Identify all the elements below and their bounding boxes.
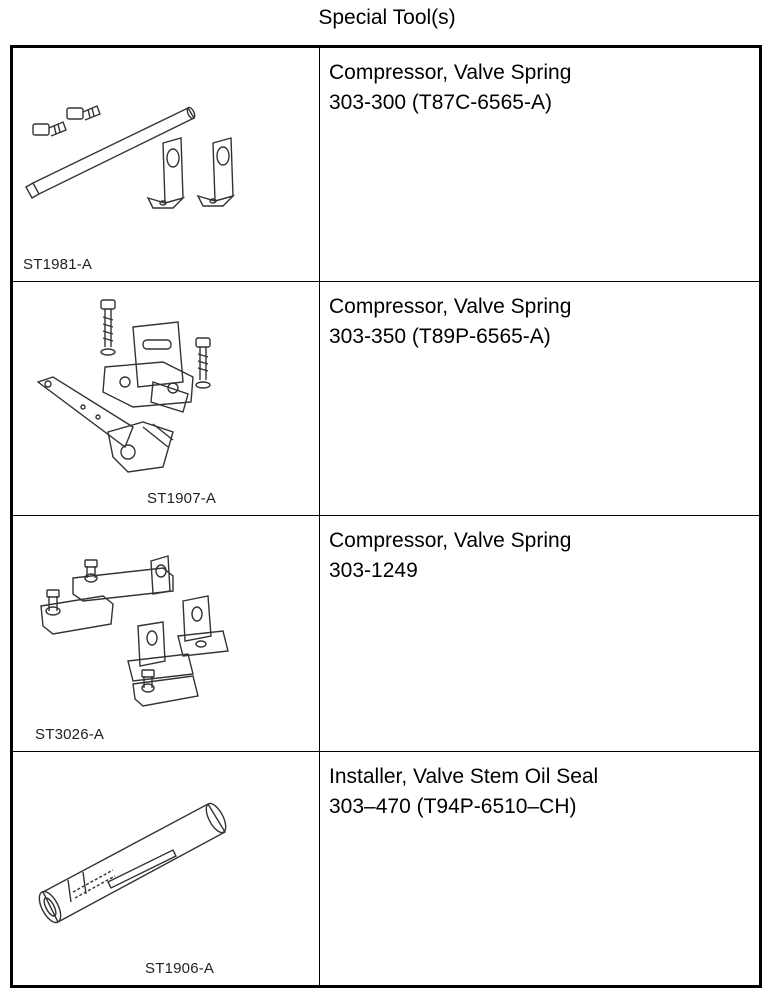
valve-spring-compressor-plate-illustration — [13, 282, 319, 515]
valve-spring-compressor-bracket-set-illustration — [13, 516, 319, 751]
illustration-code: ST1906-A — [145, 960, 215, 977]
tool-name: Installer, Valve Stem Oil Seal — [329, 765, 599, 788]
illustration-code: ST1981-A — [23, 256, 93, 273]
illustration-code: ST1907-A — [147, 490, 217, 507]
tool-name: Compressor, Valve Spring — [329, 295, 572, 318]
tool-name: Compressor, Valve Spring — [329, 529, 572, 552]
tool-number: 303-300 (T87C-6565-A) — [329, 91, 552, 114]
tool-illustration-cell — [13, 282, 320, 515]
tool-number: 303–470 (T94P-6510–CH) — [329, 795, 577, 818]
valve-stem-oil-seal-installer-illustration — [13, 752, 319, 985]
tool-illustration-cell — [13, 48, 320, 281]
valve-spring-compressor-rod-illustration — [13, 48, 319, 281]
tool-row — [13, 48, 759, 282]
tool-illustration-cell — [13, 752, 320, 985]
page-title: Special Tool(s) — [318, 6, 456, 29]
tool-illustration-cell — [13, 516, 320, 751]
tool-description — [329, 526, 571, 586]
tool-name: Compressor, Valve Spring — [329, 61, 572, 84]
special-tools-table — [10, 45, 762, 988]
illustration-code: ST3026-A — [35, 726, 105, 743]
tool-row — [13, 282, 759, 516]
tool-number: 303-1249 — [329, 559, 418, 582]
tool-description — [329, 58, 571, 118]
tool-row — [13, 752, 759, 985]
tool-description — [329, 762, 598, 822]
tool-number: 303-350 (T89P-6565-A) — [329, 325, 551, 348]
tool-description — [329, 292, 571, 352]
tool-row — [13, 516, 759, 752]
